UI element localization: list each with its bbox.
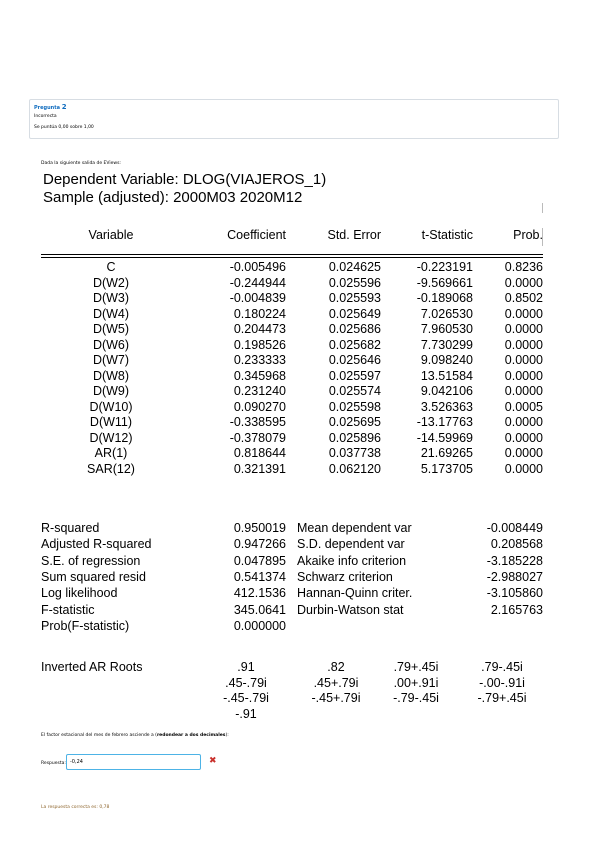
question-info-box — [29, 99, 559, 139]
coefficient-cell: 0.204473 — [233, 322, 286, 336]
ar-root-value: .00+.91i — [393, 675, 439, 690]
variable-name: AR(1) — [94, 446, 128, 460]
coefficient-cell: 0.037738 — [328, 446, 381, 460]
coefficient-cell: 0.233333 — [233, 353, 286, 367]
coefficient-cell: -14.59969 — [416, 430, 473, 445]
coefficient-cell: 0.0000 — [504, 461, 543, 476]
stat-value: 0.947266 — [233, 537, 286, 552]
column-header: t-Statistic — [421, 228, 473, 242]
coefficient-cell: 0.321391 — [233, 461, 286, 476]
column-header: Std. Error — [327, 228, 381, 242]
ar-root-value: .79+.45i — [393, 660, 439, 674]
coefficient-cell: 0.0000 — [504, 384, 543, 398]
coefficient-cell: 3.526363 — [420, 399, 473, 414]
answer-input[interactable] — [66, 754, 201, 770]
stat-label: S.E. of regression — [41, 553, 141, 568]
variable-name: D(W8) — [92, 368, 130, 383]
stat-label: Prob(F-statistic) — [41, 618, 130, 633]
coefficient-cell: 0.0000 — [504, 415, 543, 429]
response-label: Respuesta: — [41, 761, 66, 766]
stat-label: R-squared — [41, 521, 100, 535]
coefficient-cell: 0.0000 — [504, 306, 543, 321]
coefficient-cell: 7.960530 — [420, 322, 473, 336]
stat-label: S.D. dependent var — [297, 537, 405, 552]
variable-name: SAR(12) — [87, 461, 135, 476]
variable-name: D(W6) — [92, 337, 130, 352]
ar-root-value: -.79-.45i — [393, 691, 439, 706]
ar-root-value: .91 — [237, 660, 255, 674]
coefficient-cell: 0.8236 — [504, 260, 543, 274]
stat-label: Sum squared resid — [41, 569, 146, 584]
stat-label: Mean dependent var — [297, 521, 412, 535]
coefficient-cell: 0.025598 — [328, 399, 381, 414]
column-header: Coefficient — [227, 228, 286, 242]
question-number-value: 2 — [61, 103, 67, 111]
variable-name: D(W3) — [92, 291, 130, 305]
coefficient-cell: 0.025646 — [328, 353, 381, 367]
coefficient-cell: -0.005496 — [229, 260, 286, 274]
coefficient-cell: -0.244944 — [229, 275, 286, 290]
variable-name: D(W7) — [92, 353, 130, 367]
ar-root-value: .82 — [327, 660, 345, 674]
ar-root-value: .45+.79i — [313, 675, 359, 690]
stat-value: -3.185228 — [486, 553, 543, 568]
coefficient-cell: 13.51584 — [420, 368, 473, 383]
variable-name: D(W9) — [92, 384, 130, 398]
coefficient-cell: -0.338595 — [229, 415, 286, 429]
eviews-output — [41, 170, 543, 726]
coefficient-cell: 0.025695 — [328, 415, 381, 429]
variable-name: D(W4) — [92, 306, 130, 321]
coefficient-cell: -0.189068 — [416, 291, 473, 305]
stat-value: 412.1536 — [233, 586, 286, 601]
variable-name: D(W12) — [89, 430, 133, 445]
coefficient-cell: 0.025896 — [328, 430, 381, 445]
prompt-text: El factor estacional del mes de febrero asciende a ( — [41, 733, 157, 738]
stat-value: 345.0641 — [233, 602, 286, 617]
stat-value: 0.541374 — [233, 569, 286, 584]
output-edge — [542, 203, 543, 213]
prompt-bold: redondear a dos decimales — [156, 733, 226, 738]
question-prompt — [41, 733, 229, 738]
ar-root-value: -.00-.91i — [479, 675, 525, 690]
ar-root-value: .79-.45i — [481, 660, 523, 674]
variable-name: C — [106, 260, 116, 274]
stat-label: Adjusted R-squared — [41, 537, 152, 552]
coefficient-cell: 0.025593 — [328, 291, 381, 305]
question-number-prefix: Pregunta — [34, 105, 60, 111]
coefficient-cell: 21.69265 — [420, 446, 473, 460]
coefficient-cell: -0.378079 — [229, 430, 286, 445]
roots-label: Inverted AR Roots — [41, 660, 143, 674]
coefficient-cell: 0.0000 — [504, 353, 543, 367]
stat-label: Durbin-Watson stat — [297, 602, 404, 617]
coefficient-cell: 0.818644 — [233, 446, 286, 460]
dependent-variable-line: Dependent Variable: DLOG(VIAJEROS_1) — [43, 171, 327, 188]
coefficient-cell: 0.345968 — [233, 368, 286, 383]
question-grade: Se puntúa 0,00 sobre 1,00 — [34, 125, 94, 130]
coefficient-cell: 0.025597 — [328, 368, 381, 383]
coefficient-cell: 9.042106 — [420, 384, 473, 398]
variable-name: D(W11) — [89, 415, 133, 429]
coefficient-cell: 0.025686 — [328, 322, 381, 336]
coefficient-cell: -9.569661 — [416, 275, 473, 290]
question-number — [34, 103, 67, 111]
table-rule — [41, 254, 543, 255]
stat-value: -2.988027 — [486, 569, 543, 584]
stat-label: Schwarz criterion — [297, 569, 393, 584]
prompt-suffix: ): — [225, 733, 229, 738]
coefficient-cell: 0.198526 — [233, 337, 286, 352]
table-rule — [41, 257, 543, 258]
coefficient-cell: 0.025649 — [328, 306, 381, 321]
column-header: Variable — [88, 228, 134, 242]
coefficient-cell: 0.8502 — [504, 291, 543, 305]
stat-label: F-statistic — [41, 602, 95, 617]
coefficient-cell: 0.180224 — [233, 306, 286, 321]
stat-value: 0.047895 — [233, 553, 286, 568]
sample-line: Sample (adjusted): 2000M03 2020M12 — [43, 189, 303, 206]
coefficient-cell: 5.173705 — [420, 461, 473, 476]
coefficient-cell: 0.025682 — [328, 337, 381, 352]
coefficient-cell: 9.098240 — [420, 353, 473, 367]
stat-value: 0.208568 — [490, 537, 543, 552]
stat-label: Log likelihood — [41, 586, 118, 601]
stat-value: 0.950019 — [233, 521, 286, 535]
coefficient-cell: -0.004839 — [229, 291, 286, 305]
variable-name: D(W5) — [92, 322, 130, 336]
correct-answer-feedback: La respuesta correcta es: 0,78 — [41, 805, 110, 810]
coefficient-cell: 0.0000 — [504, 430, 543, 445]
coefficient-cell: -13.17763 — [416, 415, 473, 429]
coefficient-cell: 0.024625 — [328, 260, 381, 274]
coefficient-cell: 0.0000 — [504, 322, 543, 336]
variable-name: D(W2) — [92, 275, 130, 290]
coefficient-cell: 0.090270 — [233, 399, 286, 414]
coefficient-cell: 0.0000 — [504, 446, 543, 460]
stat-value: 2.165763 — [490, 602, 543, 617]
ar-root-value: .45-.79i — [225, 675, 267, 690]
ar-root-value: -.79+.45i — [477, 691, 527, 706]
stat-value: -0.008449 — [486, 521, 543, 535]
coefficient-cell: 0.0000 — [504, 275, 543, 290]
stat-value: -3.105860 — [486, 586, 543, 601]
coefficient-cell: 0.0000 — [504, 368, 543, 383]
coefficient-cell: 0.025574 — [328, 384, 381, 398]
coefficient-cell: 7.026530 — [420, 306, 473, 321]
variable-name: D(W10) — [89, 399, 133, 414]
stat-value: 0.000000 — [233, 618, 286, 633]
coefficient-cell: 0.025596 — [328, 275, 381, 290]
column-header: Prob. — [513, 228, 543, 242]
stat-label: Hannan-Quinn criter. — [297, 586, 413, 601]
question-intro: Dada la siguiente salida de EViews: — [41, 161, 121, 166]
stat-label: Akaike info criterion — [297, 553, 407, 568]
coefficient-cell: 0.0000 — [504, 337, 543, 352]
ar-root-value: -.45-.79i — [223, 691, 269, 706]
coefficient-cell: 0.062120 — [328, 461, 381, 476]
coefficient-cell: 0.231240 — [233, 384, 286, 398]
coefficient-cell: 0.0005 — [504, 399, 543, 414]
ar-root-value: -.91 — [235, 707, 257, 722]
ar-root-value: -.45+.79i — [311, 691, 361, 706]
coefficient-cell: 7.730299 — [420, 337, 473, 352]
cross-icon: ✖ — [209, 756, 217, 766]
coefficient-cell: -0.223191 — [416, 260, 473, 274]
question-state: Incorrecta — [34, 114, 57, 119]
